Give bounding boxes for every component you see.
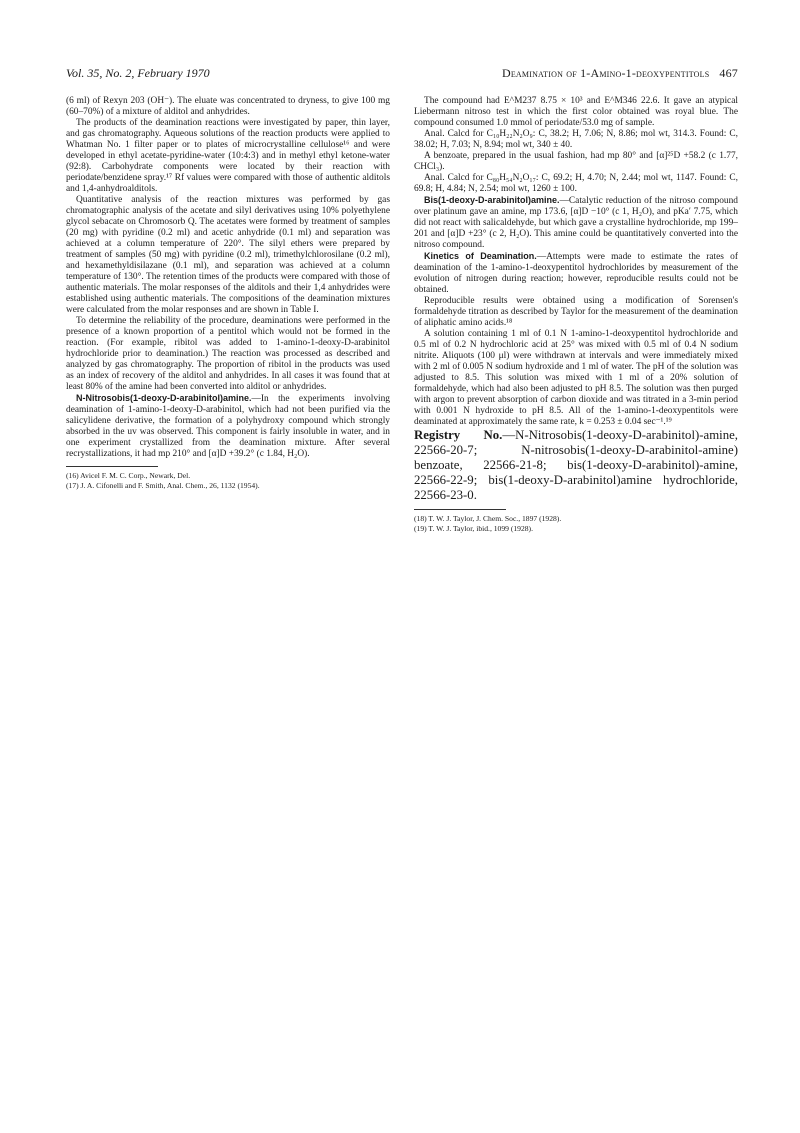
journal-volume-issue: Vol. 35, No. 2, February 1970 — [66, 66, 210, 80]
paragraph: Quantitative analysis of the reaction mixtures was performed by gas chromatographic analysis of the acetate and silyl derivatives using 10% polyethylene glycol sebacate on Chromosorb Q. The acetates were formed by treatment of samples (20 mg) with pyridine (0.2 ml) and acetic anhydride (0.1 ml) and separation was achieved at a column temperature of 220°. The silyl ethers were prepared by treatment of samples (50 mg) with pyridine (0.2 ml), trimethylchlorosilane (0.2 ml), and hexamethyldisilazane (0.1 ml), and separation was achieved at a column temperature of 130°. The retention times of the products were compared with those of authentic materials. The molar responses of the alditols and their 1,4 anhydrides were established using authentic materials. The compositions of the deamination mixtures were calculated from the molar responses and are shown in Table I. — [66, 195, 390, 315]
running-title: Deamination of 1-Amino-1-deoxypentitols — [501, 66, 710, 80]
paragraph: A benzoate, prepared in the usual fashion, had mp 80° and [α]²⁵D +58.2 (c 1.77, CHCl₃). — [414, 151, 738, 172]
registry-numbers — [414, 428, 738, 503]
paragraph: Anal. Calcd for C₈₀H₅₄N₂O₁₇: C, 69.2; H, 4.70; N, 2.44; mol wt, 1147. Found: C, 69.8; H, 4.84; N, 2.54; mol wt, 1260 ± 100. — [414, 173, 738, 194]
footnote-rule — [66, 466, 158, 467]
page-number: 467 — [719, 66, 738, 80]
paragraph: Anal. Calcd for C₁₀H₂₂N₂O₉: C, 38.2; H, 7.06; N, 8.86; mol wt, 314.3. Found: C, 38.02; H, 7.03; N, 8.94; mol wt, 340 ± 40. — [414, 129, 738, 150]
paragraph: Reproducible results were obtained using a modification of Sorensen's formaldehyde titration as described by Taylor for the measurement of the deamination of aliphatic amino acids.¹⁸ — [414, 296, 738, 328]
left-column — [66, 96, 390, 491]
registry-heading: Registry No. — [414, 428, 503, 442]
footnote: (16) Avicel F. M. C. Corp., Newark, Del. — [66, 471, 191, 480]
footnote: (17) J. A. Cifonelli and F. Smith, Anal. Chem., 26, 1132 (1954). — [66, 481, 260, 490]
paragraph: The compound had E^M237 8.75 × 10³ and E^M346 22.6. It gave an atypical Liebermann nitroso test in which the first color obtained was royal blue. The compound consumed 1.0 mmol of periodate/53.0 mg of sample. — [414, 96, 738, 128]
paragraph: A solution containing 1 ml of 0.1 N 1-amino-1-deoxypentitol hydrochloride and 0.5 ml of 0.2 N hydrochloric acid at 25° was mixed with 0.5 ml of 0.4 N sodium nitrite. Aliquots (100 μl) were withdrawn at intervals and were immediately mixed with 2 ml of 0.005 N sodium hydroxide and 1 ml of water. The pH of the solution was adjusted to 8.5. This solution was mixed with 1 ml of a 20% solution of formaldehyde, which had also been adjusted to pH 8.5. The solution was then purged with argon to prevent absorption of carbon dioxide and was titrated in a 3-min period with 0.001 N hydroxide to pH 8.5. All of the 1-amino-1-deoxypentitols were deaminated at approximately the same rate, k = 0.253 ± 0.04 sec⁻¹.¹⁹ — [414, 329, 738, 427]
paragraph — [414, 251, 738, 296]
running-head — [502, 66, 738, 81]
paragraph-body: —Catalytic reduction of the nitroso compound over platinum gave an amine, mp 173.6, [α]D −10° (c 1, H₂O), and pKa′ 7.75, which did not react with salicaldehyde, but which gave a crystalline hydrochloride, mp 199–201 and [α]D +23° (c 2, H₂O). This amine could be quantitatively converted into the nitroso compound. — [414, 196, 738, 250]
section-heading: Bis(1-deoxy-D-arabinitol)amine. — [424, 195, 560, 205]
paragraph: The products of the deamination reactions were investigated by paper, thin layer, and gas chromatography. Aqueous solutions of the reaction products were applied to Whatman No. 1 filter paper or to plates of microcrystalline cellulose¹⁶ and were developed in ethyl acetate-pyridine-water (10:4:3) and in methyl ethyl ketone-water (92:8). Carbohydrate components were located by their reaction with periodate/benzidene spray.¹⁷ Rf values were compared with those of authentic alditols and 1,4-anhydroalditols. — [66, 118, 390, 194]
footnote: (18) T. W. J. Taylor, J. Chem. Soc., 1897 (1928). — [414, 514, 562, 523]
paragraph — [66, 393, 390, 460]
section-heading: N-Nitrosobis(1-deoxy-D-arabinitol)amine. — [76, 393, 252, 403]
footnote-rule — [414, 509, 506, 510]
page-header — [66, 66, 738, 82]
paragraph-body: —In the experiments involving deamination of 1-amino-1-deoxy-D-arabinitol, which had not been purified via the salicylidene derivative, the formation of a polyhydroxy compound which strongly absorbed in the uv was observed. This component is fairly insoluble in water, and in one experiment crystallized from the deamination mixture. After several recrystallizations, it had mp 210° and [α]D +39.2° (c 1.84, H₂O). — [66, 394, 390, 459]
section-heading: Kinetics of Deamination. — [424, 251, 537, 261]
paragraph — [414, 195, 738, 251]
paragraph-body: —Attempts were made to estimate the rates of deamination of the 1-amino-1-deoxypentitol hydrochlorides by measurement of the evolution of nitrogen during reaction; however, reproducible results could not be obtained. — [414, 252, 738, 295]
paragraph: (6 ml) of Rexyn 203 (OH⁻). The eluate was concentrated to dryness, to give 100 mg (60–70%) of a mixture of alditol and anhydrides. — [66, 96, 390, 117]
right-column — [414, 96, 738, 534]
registry-body: —N-Nitrosobis(1-deoxy-D-arabinitol)-amine, 22566-20-7; N-nitrosobis(1-deoxy-D-arabinitol-amine) benzoate, 22566-21-8; bis(1-deoxy-D-arabinitol)-amine, 22566-22-9; bis(1-deoxy-D-arabinitol)amine hydrochloride, 22566-23-0. — [414, 428, 738, 502]
footnote: (19) T. W. J. Taylor, ibid., 1099 (1928). — [414, 524, 533, 533]
paragraph: To determine the reliability of the procedure, deaminations were performed in the presence of a known proportion of a pentitol which would not be formed in the reaction. (For example, ribitol was added to 1-amino-1-deoxy-D-arabinitol hydrochloride prior to deamination.) The reaction was processed as described and analyzed by gas chromatography. The proportion of ribitol in the products was used as an index of recovery of the alditol and anhydrides. In all cases it was found that at least 80% of the amine had been converted into alditol or anhydrides. — [66, 316, 390, 392]
